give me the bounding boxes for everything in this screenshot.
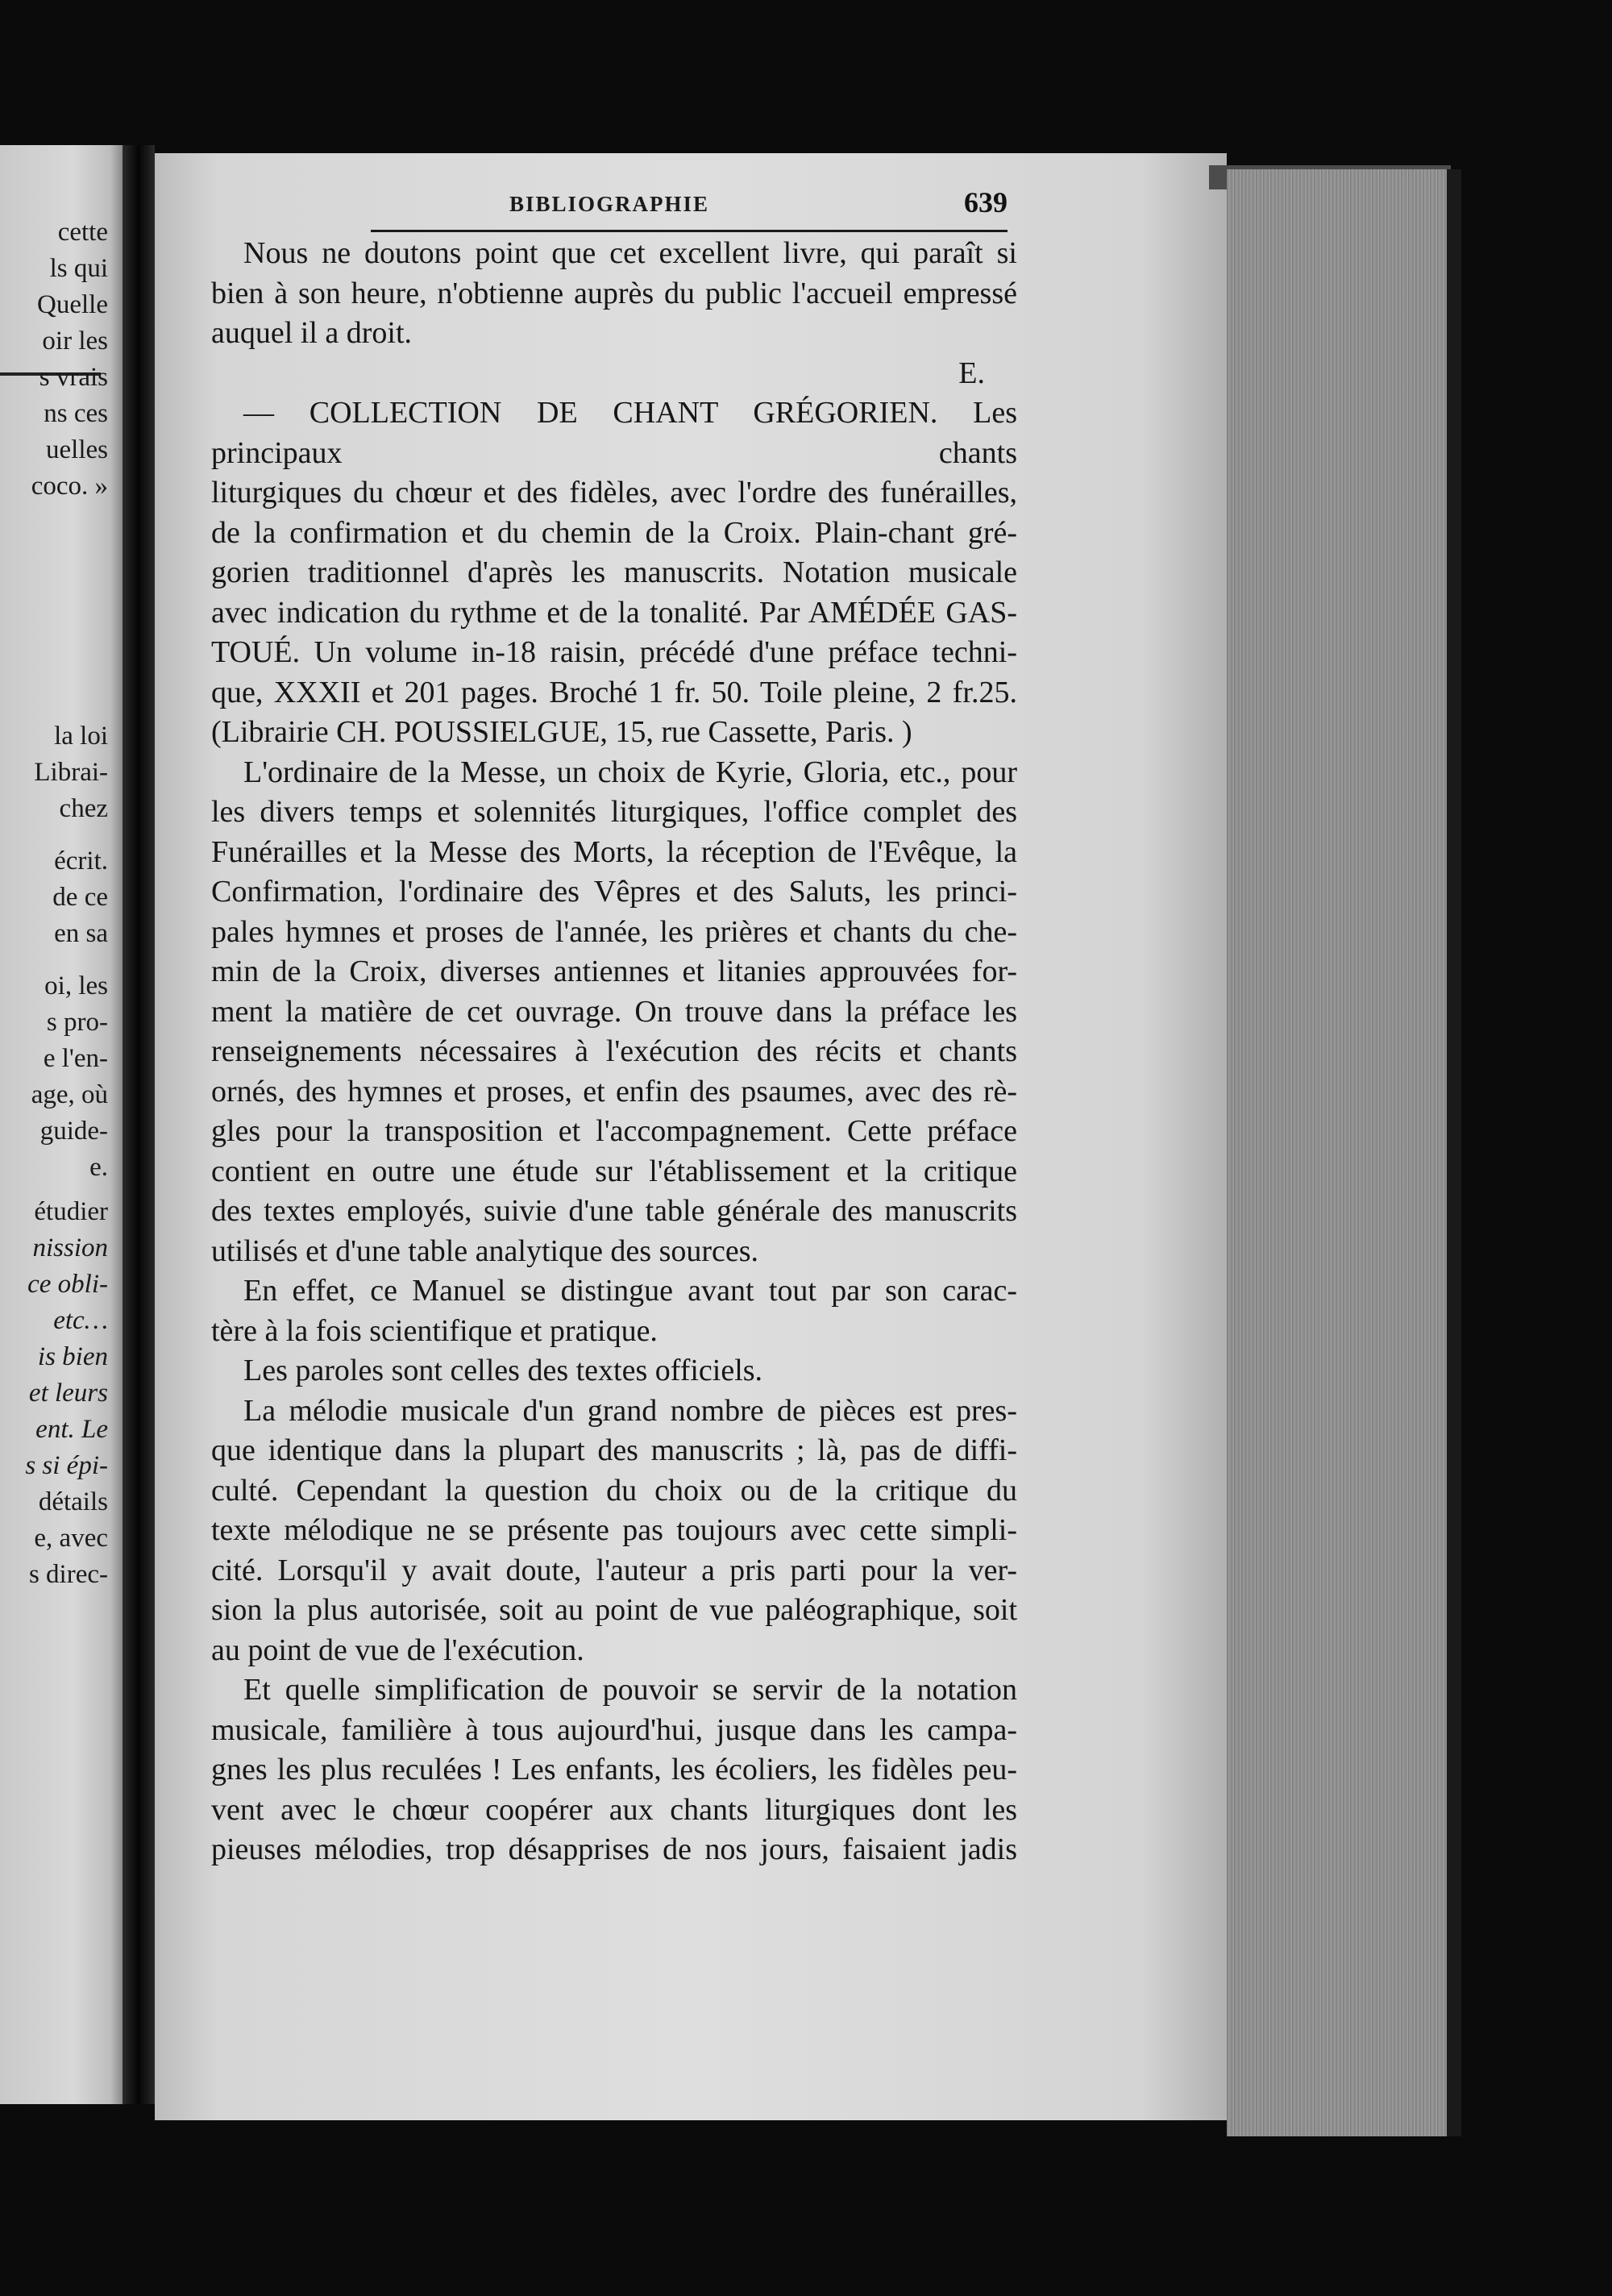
left-page-line: e, avec bbox=[34, 1524, 108, 1553]
text-line: auquel il a droit. bbox=[211, 316, 413, 350]
running-title: BIBLIOGRAPHIE bbox=[509, 192, 710, 216]
left-page-line: en sa bbox=[54, 919, 108, 948]
text-line: que, XXXII et 201 pages. Broché 1 fr. 50. Toile pleine, 2 fr.25. bbox=[211, 675, 1017, 709]
text-line: liturgiques du chœur et des fidèles, avec l'ordre des funérailles, bbox=[211, 476, 1017, 510]
left-page-line: uelles bbox=[46, 435, 108, 464]
left-page-line: oi, les bbox=[44, 971, 108, 1000]
text-line: gorien traditionnel d'après les manuscrits. Notation musicale bbox=[211, 555, 1017, 589]
text-line: En effet, ce Manuel se distingue avant tout par son carac- bbox=[243, 1274, 1017, 1308]
left-page-line: ls qui bbox=[49, 254, 108, 283]
book-edge-shadow bbox=[1447, 169, 1461, 2136]
text-line: Nous ne doutons point que cet excellent livre, qui paraît si bbox=[243, 236, 1017, 270]
text-line: min de la Croix, diverses antiennes et litanies approuvées for- bbox=[211, 955, 1017, 988]
text-line: ornés, des hymnes et proses, et enfin des psaumes, avec des rè- bbox=[211, 1074, 1017, 1108]
left-page-line: s pro- bbox=[46, 1008, 108, 1037]
text-line: gnes les plus reculées ! Les enfants, les écoliers, les fidèles peu- bbox=[211, 1753, 1017, 1786]
text-line: pales hymnes et proses de l'année, les prières et chants du che- bbox=[211, 914, 1017, 949]
text-line: La mélodie musicale d'un grand nombre de pièces est pres- bbox=[243, 1393, 1017, 1428]
text-line: L'ordinaire de la Messe, un choix de Kyrie, Gloria, etc., pour bbox=[243, 755, 1017, 789]
text-line: renseignements nécessaires à l'exécution des récits et chants bbox=[211, 1034, 1017, 1068]
left-page-fragment bbox=[0, 145, 123, 2104]
header-rule bbox=[371, 230, 1008, 232]
left-page-line: s si épi- bbox=[25, 1451, 108, 1480]
left-page-line: ent. Le bbox=[35, 1415, 108, 1444]
left-page-line: ce obli- bbox=[27, 1270, 108, 1299]
left-page-line: e. bbox=[89, 1153, 108, 1182]
left-page-line: etc… bbox=[53, 1306, 108, 1335]
text-line: (Librairie CH. POUSSIELGUE, 15, rue Cassette, Paris. ) bbox=[211, 715, 912, 749]
left-page-line: oir les bbox=[42, 327, 108, 356]
text-line: Confirmation, l'ordinaire des Vêpres et des Saluts, les princi- bbox=[211, 875, 1017, 909]
text-line: vent avec le chœur coopérer aux chants liturgiques dont les bbox=[211, 1792, 1017, 1827]
book-gutter bbox=[123, 145, 155, 2104]
text-line: musicale, familière à tous aujourd'hui, jusque dans les campa- bbox=[211, 1712, 1017, 1747]
text-line: contient en outre une étude sur l'établissement et la critique bbox=[211, 1154, 1017, 1188]
text-line: bien à son heure, n'obtienne auprès du public l'accueil empressé bbox=[211, 276, 1017, 310]
left-page-line: s direc- bbox=[28, 1560, 108, 1589]
left-page-line: étudier bbox=[34, 1197, 108, 1226]
text-line: que identique dans la plupart des manuscrits ; là, pas de diffi- bbox=[211, 1433, 1017, 1467]
text-line: de la confirmation et du chemin de la Croix. Plain-chant gré- bbox=[211, 515, 1017, 550]
text-line: texte mélodique ne se présente pas toujours avec cette simpli- bbox=[211, 1513, 1017, 1547]
left-page-line: cette bbox=[57, 218, 108, 247]
left-page-line: Quelle bbox=[37, 290, 108, 319]
text-line: Et quelle simplification de pouvoir se servir de la notation bbox=[243, 1673, 1017, 1707]
left-page-line: coco. » bbox=[31, 472, 108, 501]
left-page-line: e l'en- bbox=[43, 1044, 108, 1073]
left-page-line: de ce bbox=[52, 883, 108, 912]
article-text bbox=[211, 234, 1017, 1870]
left-page-line: is bien bbox=[37, 1342, 108, 1371]
text-line: des textes employés, suivie d'une table générale des manuscrits bbox=[211, 1194, 1017, 1228]
left-page-line: écrit. bbox=[54, 846, 108, 876]
text-line: ment la matière de cet ouvrage. On trouve dans la préface les bbox=[211, 994, 1017, 1029]
text-line: au point de vue de l'exécution. bbox=[211, 1633, 584, 1667]
left-page-line: ns ces bbox=[44, 399, 108, 428]
left-page-line: et leurs bbox=[28, 1379, 108, 1408]
left-page-line: s vrais bbox=[39, 363, 108, 392]
left-page-line: nission bbox=[32, 1233, 108, 1262]
text-line: les divers temps et solennités liturgiques, l'office complet des bbox=[211, 795, 1017, 829]
text-line: Funérailles et la Messe des Morts, la réception de l'Evêque, la bbox=[211, 834, 1017, 869]
left-page-line: chez bbox=[59, 794, 108, 823]
text-line: culté. Cependant la question du choix ou de la critique du bbox=[211, 1473, 1017, 1508]
text-line: utilisés et d'une table analytique des sources. bbox=[211, 1233, 759, 1268]
signature: E. bbox=[958, 356, 985, 390]
text-line: pieuses mélodies, trop désapprises de nos jours, faisaient jadis bbox=[211, 1832, 1017, 1866]
text-line: — COLLECTION DE CHANT GRÉGORIEN. Les principaux chants bbox=[211, 396, 1017, 470]
text-line: TOUÉ. Un volume in-18 raisin, précédé d'une préface techni- bbox=[211, 635, 1017, 669]
page-header bbox=[363, 186, 1024, 224]
left-page-line: age, où bbox=[31, 1080, 108, 1109]
text-line: gles pour la transposition et l'accompagnement. Cette préface bbox=[211, 1114, 1017, 1148]
book-page-edges bbox=[1227, 169, 1448, 2136]
text-line: avec indication du rythme et de la tonalité. Par AMÉDÉE GAS- bbox=[211, 595, 1017, 630]
page-number: 639 bbox=[964, 186, 1008, 218]
left-page-line: détails bbox=[38, 1487, 108, 1516]
left-page-line: Librai- bbox=[34, 758, 108, 787]
text-line: tère à la fois scientifique et pratique. bbox=[211, 1313, 658, 1348]
left-page-line: la loi bbox=[54, 722, 108, 751]
text-line: cité. Lorsqu'il y avait doute, l'auteur a pris parti pour la ver- bbox=[211, 1553, 1017, 1587]
text-line: sion la plus autorisée, soit au point de vue paléographique, soit bbox=[211, 1593, 1017, 1627]
left-page-line: guide- bbox=[39, 1117, 108, 1146]
text-line: Les paroles sont celles des textes officiels. bbox=[243, 1354, 763, 1387]
